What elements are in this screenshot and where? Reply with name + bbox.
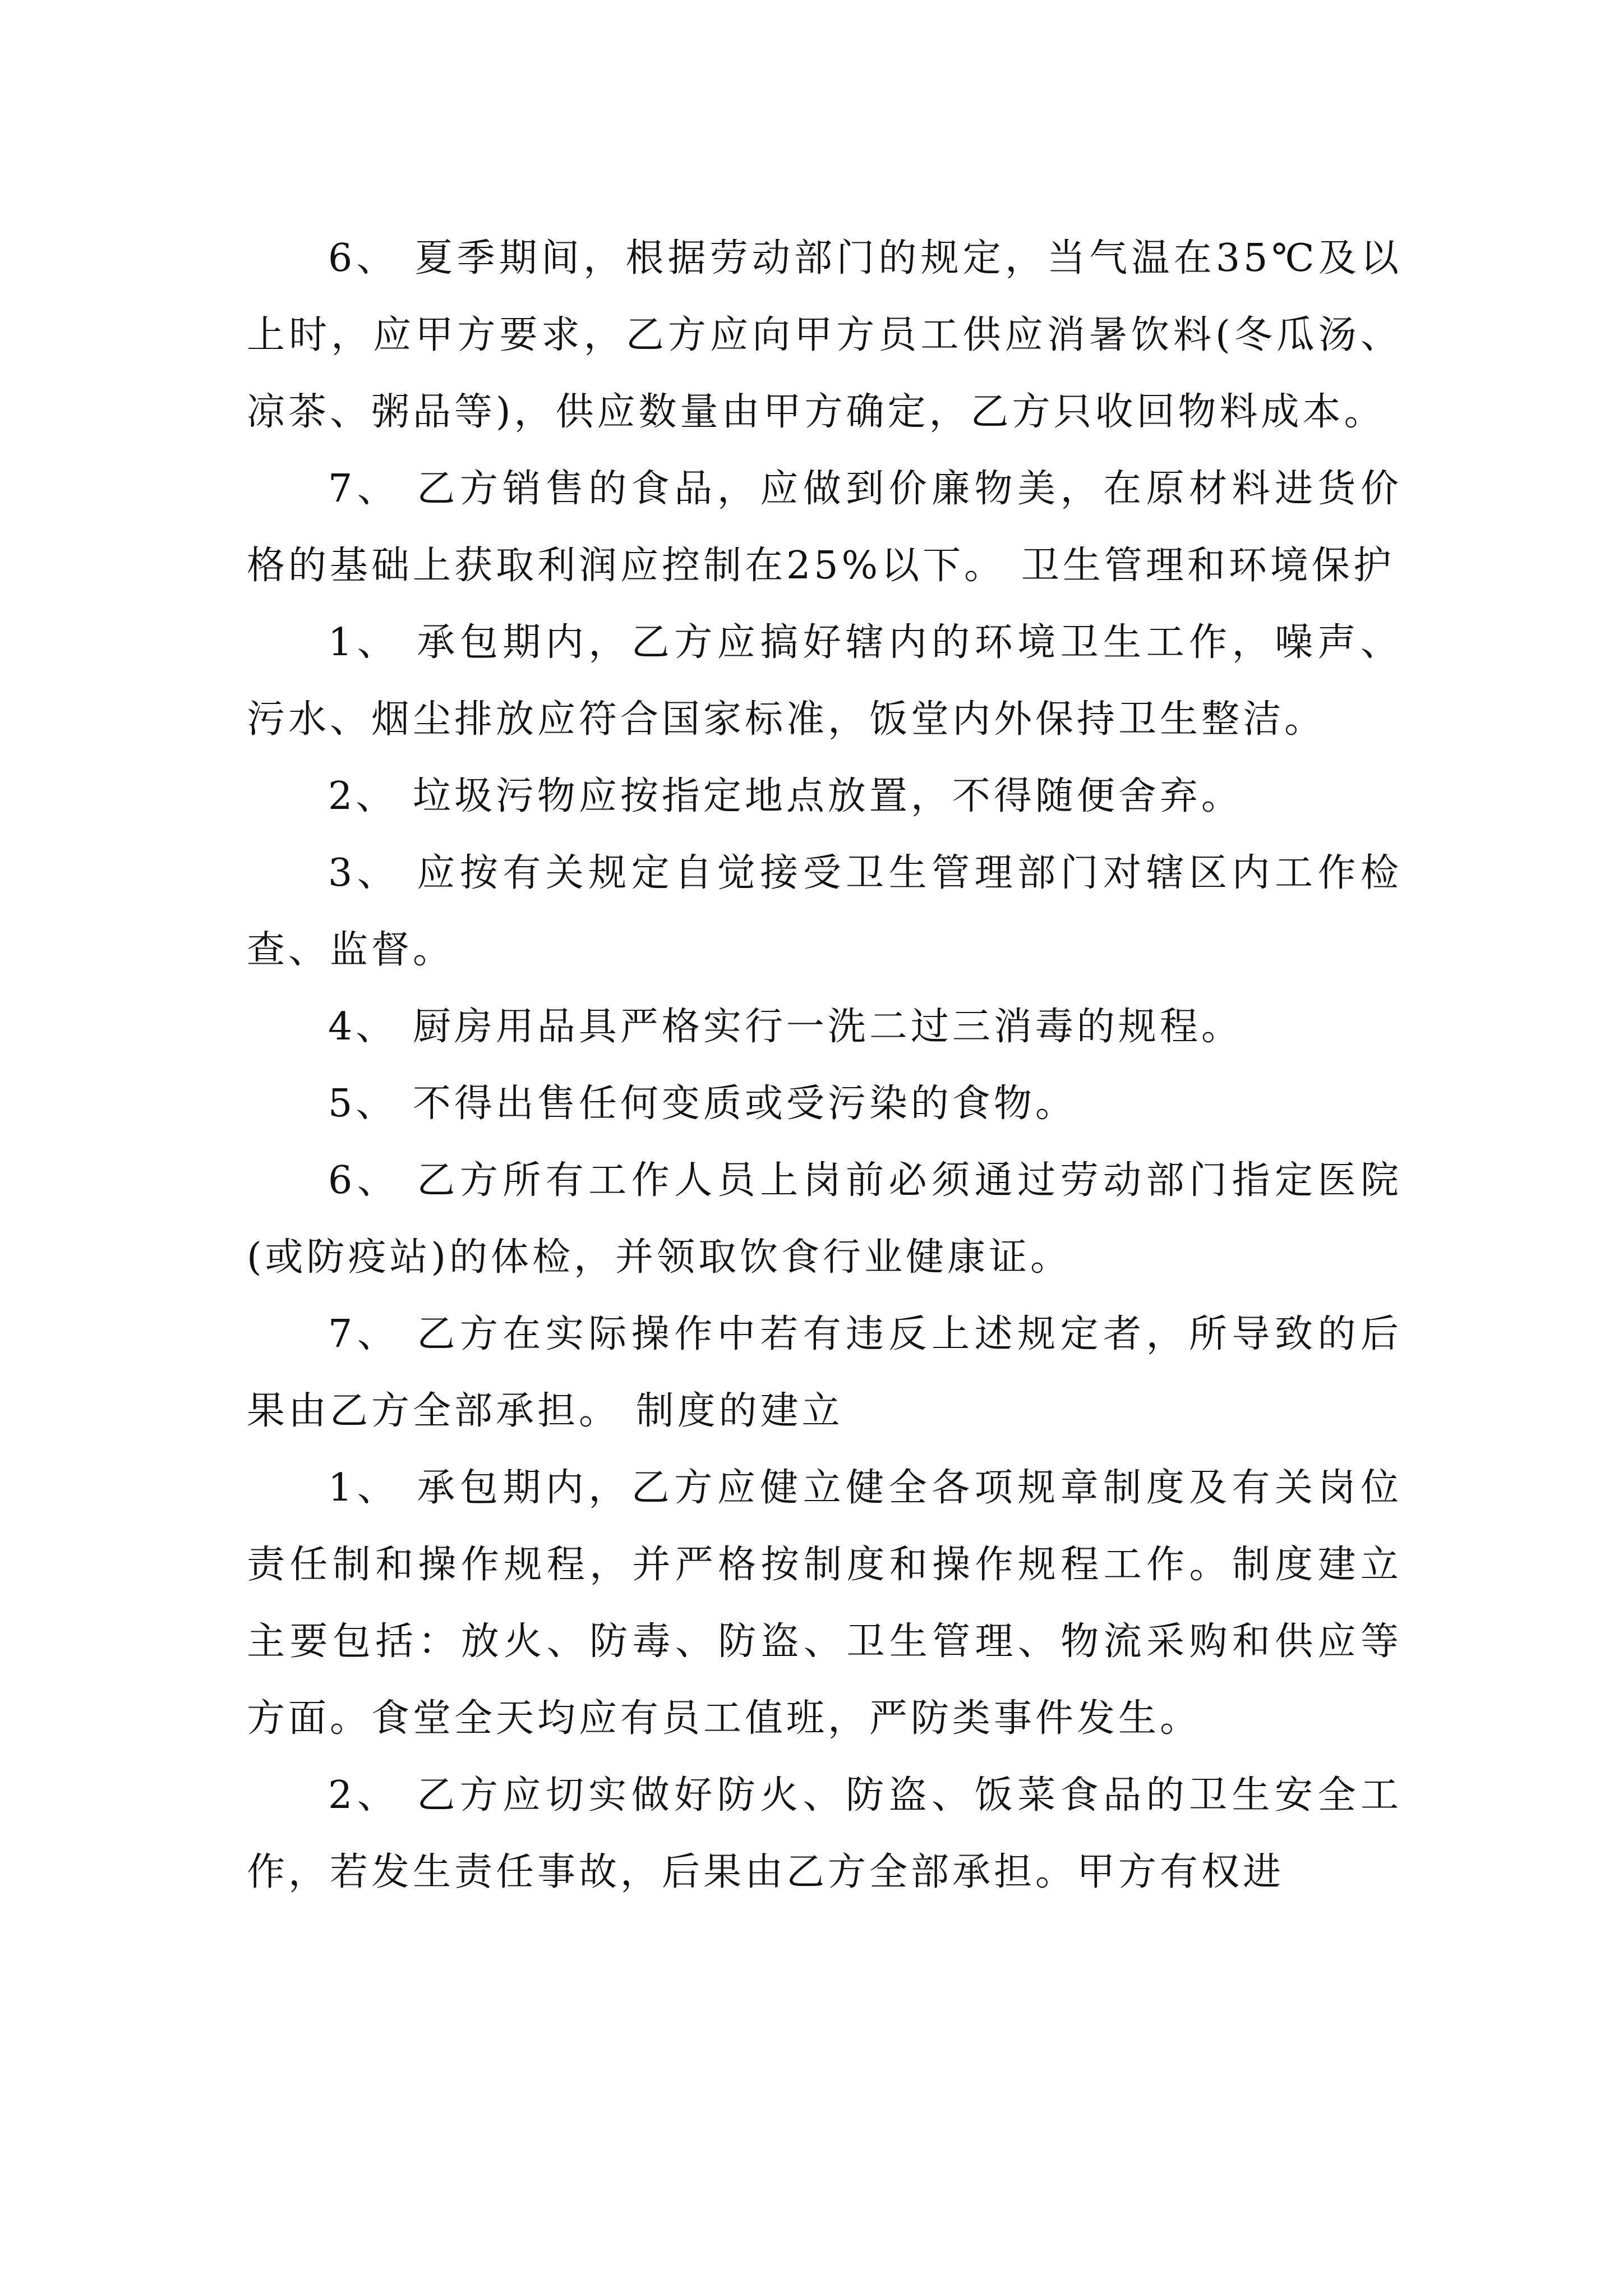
paragraph-violation-responsibility: 7、 乙方在实际操作中若有违反上述规定者，所导致的后果由乙方全部承担。 制度的建立 [247,1312,1402,1433]
paragraph-rules-establishment: 1、 承包期内，乙方应健立健全各项规章制度及有关岗位责任制和操作规程，并严格按制度和操作规程工作。制度建立主要包括：放火、防毒、防盗、卫生管理、物流采购和供应等方面。食堂全天均应有员工值班，严防类事件发生。 [247,1466,1402,1741]
paragraph-food-pricing: 7、 乙方销售的食品，应做到价廉物美，在原材料进货价格的基础上获取利润应控制在25%以下。 卫生管理和环境保护 [247,467,1402,588]
paragraph-waste-disposal: 2、 垃圾污物应按指定地点放置，不得随便舍弃。 [328,774,1243,818]
paragraph-hygiene-inspection: 3、 应按有关规定自觉接受卫生管理部门对辖区内工作检查、监督。 [247,851,1402,972]
paragraph-environment-hygiene: 1、 承包期内，乙方应搞好辖内的环境卫生工作，噪声、污水、烟尘排放应符合国家标准，饭堂内外保持卫生整洁。 [247,620,1402,742]
document-body [247,220,1402,1911]
paragraph-safety-work: 2、 乙方应切实做好防火、防盗、饭菜食品的卫生安全工作，若发生责任事故，后果由乙方全部承担。甲方有权进 [247,1773,1402,1894]
paragraph-health-certificate: 6、 乙方所有工作人员上岗前必须通过劳动部门指定医院(或防疫站)的体检，并领取饮食行业健康证。 [247,1158,1402,1280]
paragraph-summer-drinks: 6、 夏季期间，根据劳动部门的规定，当气温在35℃及以上时，应甲方要求，乙方应向甲方员工供应消暑饮料(冬瓜汤、凉茶、粥品等)，供应数量由甲方确定，乙方只收回物料成本。 [247,236,1402,434]
paragraph-no-spoiled-food: 5、 不得出售任何变质或受污染的食物。 [328,1082,1077,1126]
paragraph-kitchenware-disinfection: 4、 厨房用品具严格实行一洗二过三消毒的规程。 [328,1005,1243,1049]
